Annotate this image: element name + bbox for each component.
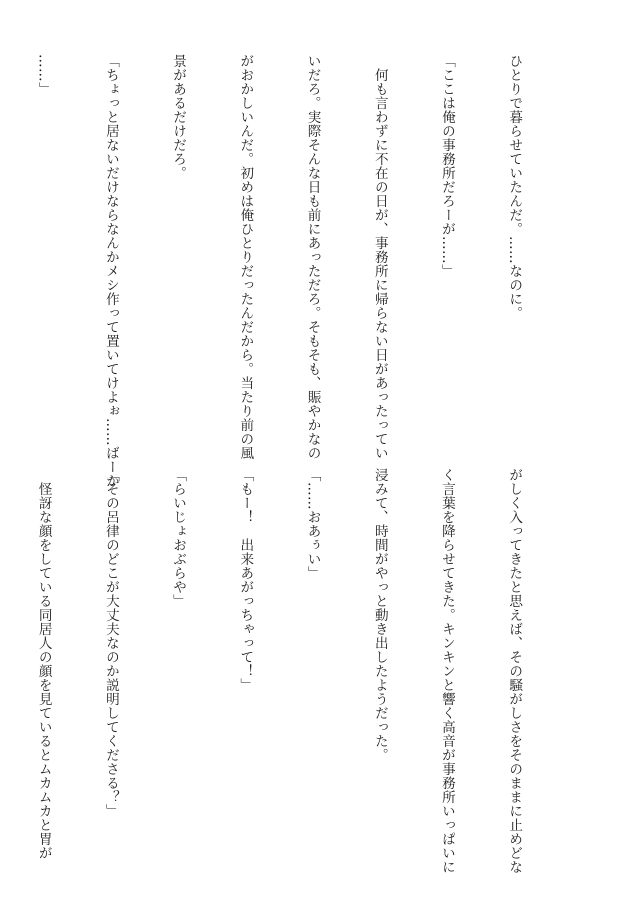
text-line: いだろ。実際そんな日も前にあっただろ。そもそも、賑やかなの — [304, 54, 321, 460]
text-line: 「ここは俺の事務所だろーが……」 — [438, 54, 455, 278]
bottom-text-block — [35, 468, 570, 874]
text-line: がおかしいんだ。初めは俺ひとりだったんだから。当たり前の風 — [237, 54, 254, 460]
text-line: 「もー！ 出来あがっちゃって！」 — [237, 468, 254, 692]
text-line: 怪訝な顔をしている同居人の顔を見ているとムカムカと胃が — [35, 468, 52, 860]
top-text-block — [35, 54, 570, 488]
text-line: 浸みて、時間がやっと動き出したようだった。 — [371, 468, 388, 762]
text-line: 「……おあぅい」 — [304, 468, 321, 580]
text-line: ひとりで暮らせていたんだ。……なのに。 — [506, 54, 523, 320]
text-line: がしく入ってきたと思えば、その騒がしさをそのままに止めどな — [506, 468, 523, 874]
text-line: ……」 — [35, 54, 52, 96]
text-line: 「その呂律のどこが大丈夫なのか説明してくださる？」 — [102, 468, 119, 818]
text-line: 景があるだけだろ。 — [170, 54, 187, 180]
text-line: 「ちょっと居ないだけならなんかメシ作って置いてけよぉ……ばーか — [102, 54, 119, 488]
text-line: 何も言わずに不在の日が、事務所に帰らない日があったってい — [371, 54, 388, 460]
text-line: く言葉を降らせてきた。キンキンと響く高音が事務所いっぱいに — [438, 468, 455, 874]
text-line: 「らいじょおぶらや」 — [170, 468, 187, 608]
